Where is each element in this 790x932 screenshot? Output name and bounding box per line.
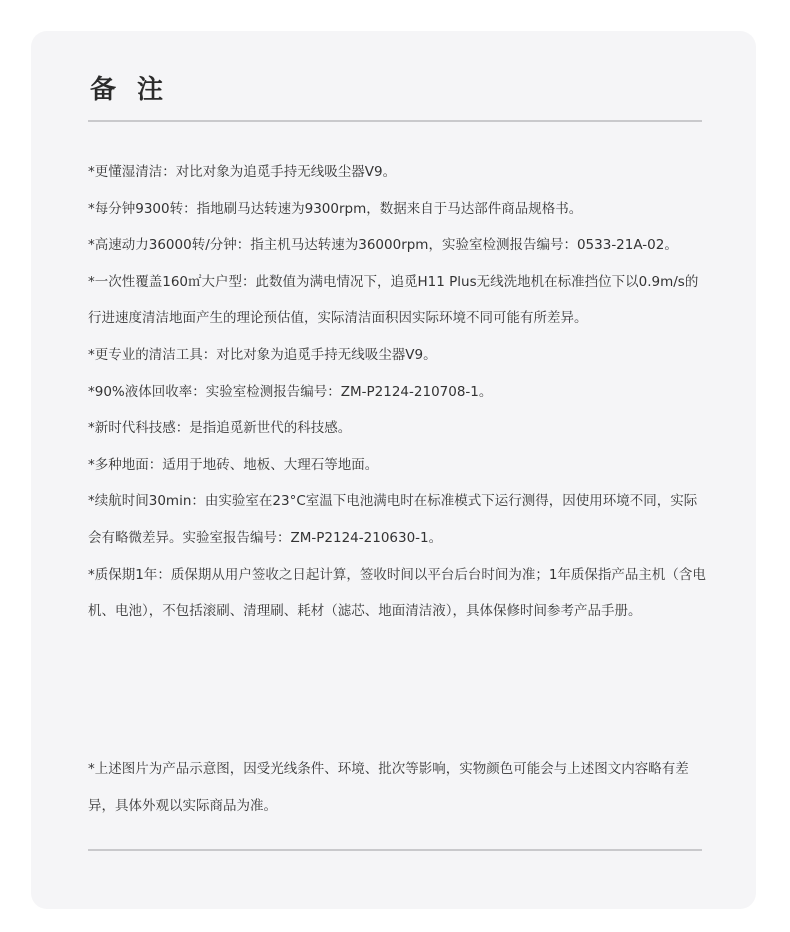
note-item: *新时代科技感：是指追觅新世代的科技感。 [88, 420, 352, 437]
note-item: *更懂湿清洁：对比对象为追觅手持无线吸尘器V9。 [88, 164, 397, 180]
notes-card [31, 31, 756, 909]
top-divider [88, 120, 702, 122]
note-item: *更专业的清洁工具：对比对象为追觅手持无线吸尘器V9。 [88, 346, 437, 363]
image-disclaimer: *上述图片为产品示意图，因受光线条件、环境、批次等影响，实物颜色可能会与上述图文内容略有差异，具体外观以实际商品为准。 [88, 761, 689, 814]
page-title: 备 注 [90, 75, 170, 105]
note-item: *质保期1年：质保期从用户签收之日起计算，签收时间以平台后台时间为准；1年质保指产品主机（含电机、电池），不包括滚刷、清理刷、耗材（滤芯、地面清洁液），具体保修时间参考产品手册。 [88, 566, 706, 620]
notes-list [88, 154, 706, 630]
note-item: *高速动力36000转/分钟：指主机马达转速为36000rpm，实验室检测报告编号：0533-21A-02。 [88, 237, 678, 254]
bottom-divider [88, 849, 702, 851]
note-item: *一次性覆盖160㎡大户型：此数值为满电情况下，追觅H11 Plus无线洗地机在标准挡位下以0.9m/s的行进速度清洁地面产生的理论预估值，实际清洁面积因实际环境不同可能有所差异。 [88, 273, 699, 327]
note-item: *续航时间30min：由实验室在23°C室温下电池满电时在标准模式下运行测得，因使用环境不同，实际会有略微差异。实验室报告编号：ZM-P2124-210630-1。 [88, 493, 698, 546]
note-item: *多种地面：适用于地砖、地板、大理石等地面。 [88, 456, 379, 473]
note-item: *每分钟9300转：指地刷马达转速为9300rpm，数据来自于马达部件商品规格书。 [88, 200, 583, 217]
note-item: *90%液体回收率：实验室检测报告编号：ZM-P2124-210708-1。 [88, 383, 493, 400]
